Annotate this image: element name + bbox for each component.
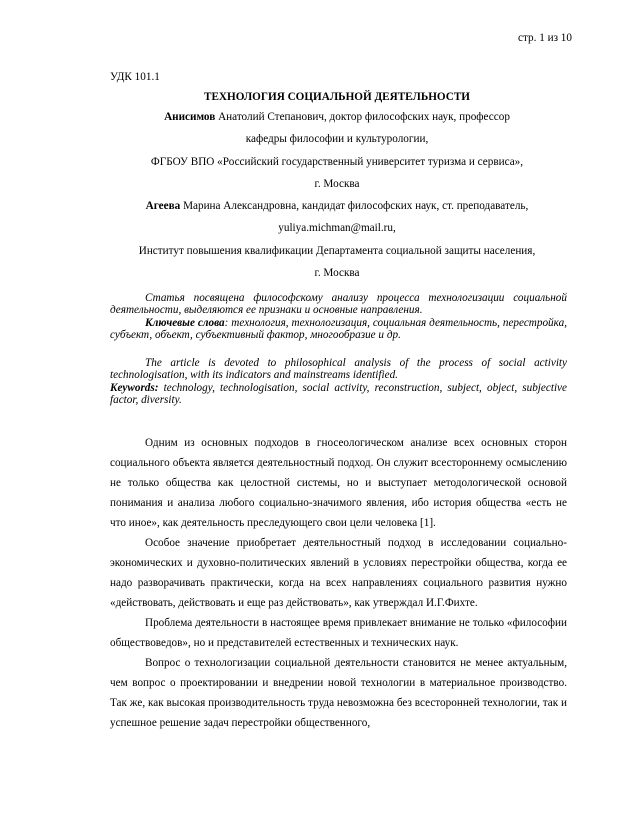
keywords-en-list: technology, technologisation, social activity, reconstruction, subject, object, subjective factor, diversity. [110, 381, 567, 407]
body-paragraph-1: Одним из основных подходов в гносеологическом анализе всех основных сторон социального объекта является деятельностный подход. Он служит всестороннему осмыслению не только общества как целостной системы, но и выступает методологической основой понимания и анализа любого социально-значимого явления, ибо история общества «есть не что иное», как деятельность преследующего свои цели человека [1]. [110, 437, 567, 529]
author-2-line-1 [60, 199, 614, 213]
body-paragraph-3: Проблема деятельности в настоящее время привлекает внимание не только «философии обществоведов», но и представителей естественных и технических наук. [110, 617, 567, 649]
author-2-surname: Агеева [145, 200, 181, 213]
author-2-email: yuliya.michman@mail.ru, [278, 222, 396, 235]
author-1-surname: Анисимов [164, 111, 216, 123]
udk-code: УДК 101.1 [110, 71, 160, 83]
abstract-en [110, 357, 567, 407]
author-1-line-3: ФГБОУ ВПО «Российский государственный университет туризма и сервиса», [150, 155, 524, 168]
author-2-name-degree: Марина Александровна, кандидат философских наук, ст. преподаватель, [183, 200, 529, 213]
body-paragraph-4: Вопрос о технологизации социальной деятельности становится не менее актуальным, чем вопрос о проектировании и внедрении новой технологии в материальное производство. Так же, как высокая производительность труда невозможна без всесторонней технологии, так и успешное решение задач перестройки общественного, [110, 657, 567, 729]
keywords-ru-list: : технология, технологизация, социальная деятельность, перестройка, субъект, объект, субъективный фактор, многообразие и др. [110, 316, 567, 342]
keywords-ru [110, 317, 567, 342]
author-1-city: г. Москва [314, 177, 360, 190]
body-paragraph-2: Особое значение приобретает деятельностный подход в исследовании социально-экономических и духовно-политических явлений в условиях перестройки общества, когда ее надо разворачивать практически, когда на всех направлениях социального развития нужно «действовать, действовать и еще раз действовать», как утверждал И.Г.Фихте. [110, 537, 567, 609]
author-1-line-1 [60, 110, 614, 124]
abstract-ru-text: Статья посвящена философскому анализу процесса технологизации социальной деятельности, выделяются ее признаки и основные направления. [110, 292, 567, 317]
page-number: стр. 1 из 10 [518, 32, 572, 44]
keywords-en-label: Keywords: [110, 381, 159, 394]
abstract-ru [110, 292, 567, 342]
author-2-institution: Институт повышения квалификации Департамента социальной защиты населения, [138, 244, 536, 257]
author-1-line-2: кафедры философии и культурологии, [245, 133, 429, 146]
abstract-en-text: The article is devoted to philosophical analysis of the process of social activity technologisation, with its indicators and mainstreams identified. [110, 357, 567, 382]
article-body [110, 433, 567, 733]
article-title: ТЕХНОЛОГИЯ СОЦИАЛЬНОЙ ДЕЯТЕЛЬНОСТИ [203, 91, 470, 103]
author-2-city: г. Москва [314, 267, 360, 280]
keywords-en [110, 382, 567, 407]
article-header [60, 90, 614, 288]
keywords-ru-label: Ключевые слова [145, 316, 225, 329]
author-1-name-degree: Анатолий Степанович, доктор философских наук, профессор [218, 111, 510, 123]
